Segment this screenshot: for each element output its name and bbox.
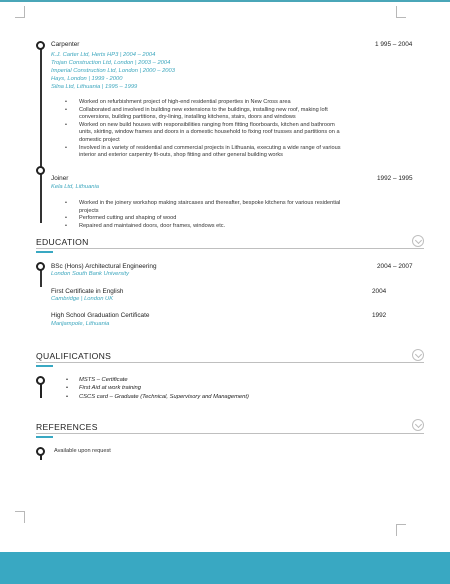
section-rule [36,248,424,249]
pin-stem [40,455,42,460]
company: Imperial Construction Ltd, London | 2000 – 2003 [51,68,175,74]
job-bullets [79,200,340,230]
chevron-down-icon[interactable] [412,349,424,361]
company-list [51,51,175,91]
section-accent [36,436,53,438]
qualification-item: • First Aid at work training [79,384,249,392]
bullet-continuation: projects [79,207,99,214]
job-dates: 1992 – 1995 [377,175,413,182]
bullet-item: • Involved in a variety of residential and commercial projects in Lithuania, executing a wide range of various [79,145,341,153]
company: K.J. Carter Ltd, Herts HP3 | 2004 – 2004 [51,52,156,58]
section-accent [36,251,53,253]
crop-mark-bottom-right [396,524,406,536]
references-text: Available upon request [54,448,111,454]
education-date: 2004 [372,288,387,295]
section-rule [36,362,424,363]
chevron-down-icon[interactable] [412,419,424,431]
crop-mark-top-left [15,6,25,18]
bullet-continuation: interior and exterior carpentry fit-outs, shop fitting and other general building works [79,152,283,159]
bullet-item: • Worked in the joinery workshop making staircases and thereafter, bespoke kitchens for various residential [79,200,340,208]
chevron-down-icon[interactable] [412,235,424,247]
bullet-continuation: units, skirting, window frames and doors in a domestic household to fixing roof trusses and partitions on a [79,129,340,136]
bullet-item: • Collaborated and involved in building new extensions to the buildings, installing new roof, making loft [79,107,341,115]
company: Hays, London | 1999 - 2000 [51,76,123,82]
company: Trojan Construction Ltd, London | 2003 – 2004 [51,60,171,66]
timeline-line [40,48,42,223]
education-title: BSc (Hons) Architectural Engineering [51,263,157,270]
section-rule [36,433,424,434]
section-title-education: EDUCATION [36,237,89,247]
section-title-qualifications: QUALIFICATIONS [36,351,112,361]
education-title: High School Graduation Certificate [51,312,150,319]
crop-mark-top-right [396,6,406,18]
education-place: Marijampole, Lithuania [51,321,110,327]
qualification-item: • MSTS – Certificate [79,376,249,384]
job-bullets [79,99,341,160]
company: Silna Ltd, Lithuania | 1995 – 1999 [51,84,138,90]
bullet-continuation: conversions, building partitions, dry-lining, installing kitchens, stairs, doors and windows [79,114,296,121]
education-date: 2004 – 2007 [377,263,413,270]
qualification-item: • CSCS card – Graduate (Technical, Supervisory and Management) [79,393,249,401]
bullet-item: • Worked on new build houses with responsibilities ranging from fitting floorboards, kitchen and bathroom [79,122,341,130]
job-title: Carpenter [51,41,80,48]
bullet-item: • Worked on refurbishment project of high-end residential properties in New Cross area [79,99,341,107]
bullet-item: • Repaired and maintained doors, door frames, windows etc. [79,223,340,231]
top-accent-line [0,0,450,2]
pin-stem [40,384,42,398]
bottom-accent-bar [0,552,450,584]
education-place: Cambridge | London UK [51,296,114,302]
timeline-node [36,41,45,50]
bullet-item: • Performed cutting and shaping of wood [79,215,340,223]
qualification-list [79,376,249,401]
education-date: 1992 [372,312,387,319]
crop-mark-bottom-left [15,511,25,523]
job-dates: 1 995 – 2004 [375,41,413,48]
education-place: London South Bank University [51,271,129,277]
section-accent [36,365,53,367]
bullet-continuation: domestic project [79,136,120,143]
timeline-node [36,166,45,175]
timeline-node [36,262,45,271]
section-title-references: REFERENCES [36,422,98,432]
company: Kela Ltd, Lithuania [51,184,100,190]
education-title: First Certificate in English [51,288,124,295]
job-title: Joiner [51,175,69,182]
